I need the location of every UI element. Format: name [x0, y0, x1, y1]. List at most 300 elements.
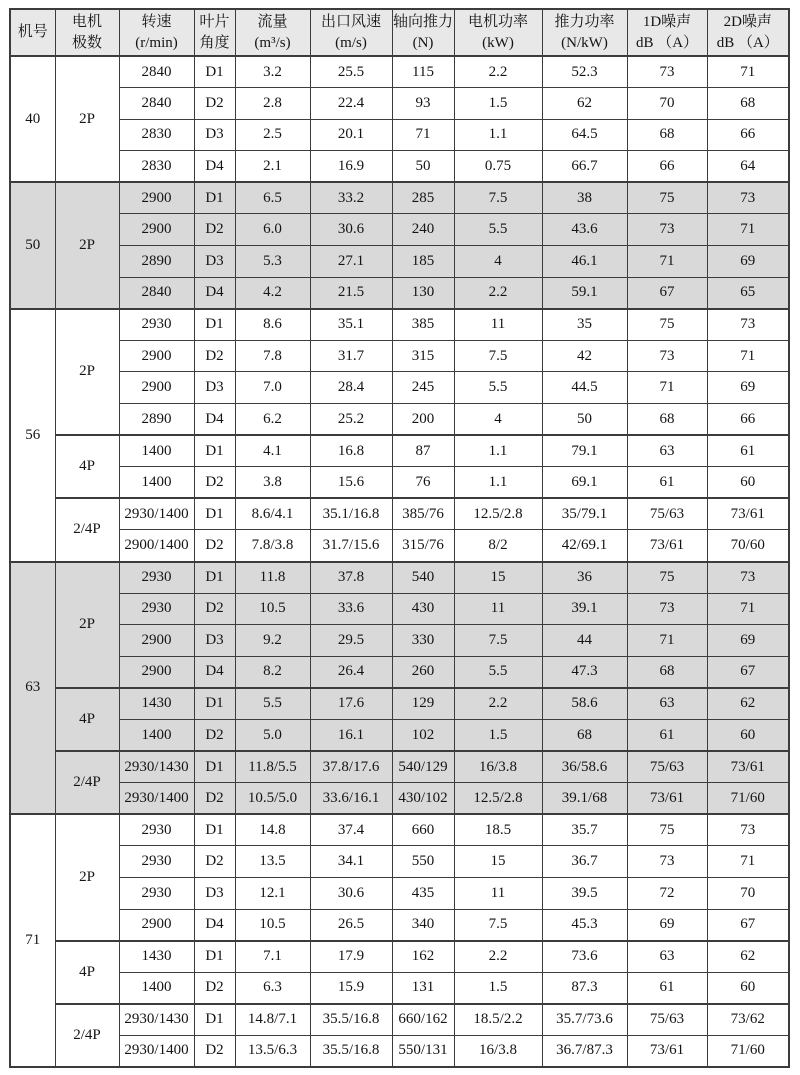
thrust-cell: 315: [392, 340, 454, 372]
speed-cell: 2930: [119, 846, 194, 878]
pole-cell: 2/4P: [55, 498, 119, 561]
blade-angle-cell: D4: [194, 404, 235, 436]
outlet-speed-cell: 29.5: [310, 625, 392, 657]
speed-cell: 2890: [119, 404, 194, 436]
table-row: [10, 814, 789, 846]
power-cell: 11: [454, 309, 542, 341]
outlet-speed-cell: 34.1: [310, 846, 392, 878]
power-cell: 4: [454, 246, 542, 278]
speed-cell: 1400: [119, 719, 194, 751]
noise-1d-cell: 63: [627, 435, 707, 467]
thrust-cell: 330: [392, 625, 454, 657]
noise-1d-cell: 72: [627, 877, 707, 909]
power-cell: 1.1: [454, 467, 542, 499]
col-header-thrust-power: [542, 9, 627, 56]
table-row: [10, 562, 789, 594]
col-header-line2: (m/s): [335, 34, 367, 51]
thrust-power-cell: 39.1: [542, 593, 627, 625]
noise-1d-cell: 61: [627, 467, 707, 499]
outlet-speed-cell: 30.6: [310, 877, 392, 909]
speed-cell: 1430: [119, 688, 194, 720]
outlet-speed-cell: 21.5: [310, 277, 392, 309]
speed-cell: 2890: [119, 246, 194, 278]
blade-angle-cell: D1: [194, 941, 235, 973]
power-cell: 5.5: [454, 372, 542, 404]
blade-angle-cell: D2: [194, 593, 235, 625]
speed-cell: 2930: [119, 877, 194, 909]
flow-cell: 7.0: [235, 372, 310, 404]
flow-cell: 9.2: [235, 625, 310, 657]
table-row: [10, 656, 789, 688]
speed-cell: 2840: [119, 277, 194, 309]
col-header-flow: [235, 9, 310, 56]
thrust-power-cell: 45.3: [542, 909, 627, 941]
col-header-blade: [194, 9, 235, 56]
thrust-cell: 285: [392, 182, 454, 214]
thrust-power-cell: 69.1: [542, 467, 627, 499]
thrust-cell: 130: [392, 277, 454, 309]
speed-cell: 2900: [119, 909, 194, 941]
noise-2d-cell: 60: [707, 972, 789, 1004]
noise-1d-cell: 63: [627, 688, 707, 720]
thrust-cell: 102: [392, 719, 454, 751]
table-row: [10, 214, 789, 246]
outlet-speed-cell: 16.1: [310, 719, 392, 751]
table-row: [10, 941, 789, 973]
flow-cell: 10.5/5.0: [235, 783, 310, 815]
flow-cell: 10.5: [235, 909, 310, 941]
flow-cell: 11.8/5.5: [235, 751, 310, 783]
power-cell: 2.2: [454, 277, 542, 309]
noise-1d-cell: 71: [627, 246, 707, 278]
pole-cell: 2/4P: [55, 751, 119, 814]
noise-2d-cell: 73: [707, 814, 789, 846]
thrust-power-cell: 36.7/87.3: [542, 1035, 627, 1067]
thrust-power-cell: 36: [542, 562, 627, 594]
flow-cell: 7.1: [235, 941, 310, 973]
thrust-cell: 87: [392, 435, 454, 467]
blade-angle-cell: D2: [194, 1035, 235, 1067]
outlet-speed-cell: 33.6: [310, 593, 392, 625]
power-cell: 7.5: [454, 909, 542, 941]
thrust-cell: 430: [392, 593, 454, 625]
flow-cell: 6.0: [235, 214, 310, 246]
table-row: [10, 593, 789, 625]
power-cell: 1.1: [454, 119, 542, 151]
power-cell: 1.5: [454, 88, 542, 120]
speed-cell: 2930: [119, 562, 194, 594]
outlet-speed-cell: 25.5: [310, 56, 392, 88]
outlet-speed-cell: 37.8: [310, 562, 392, 594]
thrust-cell: 660/162: [392, 1004, 454, 1036]
noise-1d-cell: 75: [627, 814, 707, 846]
col-header-line2: (kW): [482, 34, 514, 51]
thrust-cell: 245: [392, 372, 454, 404]
outlet-speed-cell: 28.4: [310, 372, 392, 404]
noise-1d-cell: 68: [627, 404, 707, 436]
speed-cell: 1400: [119, 972, 194, 1004]
flow-cell: 14.8/7.1: [235, 1004, 310, 1036]
outlet-speed-cell: 33.2: [310, 182, 392, 214]
col-header-model: [10, 9, 55, 56]
flow-cell: 5.5: [235, 688, 310, 720]
blade-angle-cell: D4: [194, 656, 235, 688]
power-cell: 8/2: [454, 530, 542, 562]
col-header-line1: 轴向推力: [392, 14, 453, 31]
noise-1d-cell: 75/63: [627, 751, 707, 783]
thrust-power-cell: 36.7: [542, 846, 627, 878]
flow-cell: 4.2: [235, 277, 310, 309]
noise-1d-cell: 61: [627, 719, 707, 751]
thrust-cell: 200: [392, 404, 454, 436]
thrust-cell: 185: [392, 246, 454, 278]
noise-1d-cell: 68: [627, 119, 707, 151]
power-cell: 12.5/2.8: [454, 498, 542, 530]
table-row: [10, 277, 789, 309]
outlet-speed-cell: 31.7: [310, 340, 392, 372]
blade-angle-cell: D2: [194, 467, 235, 499]
thrust-power-cell: 50: [542, 404, 627, 436]
noise-2d-cell: 73: [707, 562, 789, 594]
pole-cell: 2/4P: [55, 1004, 119, 1067]
model-cell: 63: [10, 562, 55, 815]
outlet-speed-cell: 26.4: [310, 656, 392, 688]
table-row: [10, 119, 789, 151]
outlet-speed-cell: 15.6: [310, 467, 392, 499]
blade-angle-cell: D3: [194, 877, 235, 909]
table-row: [10, 467, 789, 499]
table-row: [10, 751, 789, 783]
col-header-line1: 叶片: [199, 14, 230, 31]
speed-cell: 2840: [119, 88, 194, 120]
col-header-line1: 转速: [141, 14, 172, 31]
noise-2d-cell: 62: [707, 941, 789, 973]
thrust-power-cell: 42/69.1: [542, 530, 627, 562]
power-cell: 7.5: [454, 340, 542, 372]
blade-angle-cell: D4: [194, 909, 235, 941]
table-row: [10, 498, 789, 530]
thrust-cell: 162: [392, 941, 454, 973]
col-header-poles: [55, 9, 119, 56]
blade-angle-cell: D2: [194, 214, 235, 246]
flow-cell: 2.8: [235, 88, 310, 120]
blade-angle-cell: D3: [194, 625, 235, 657]
noise-2d-cell: 71: [707, 846, 789, 878]
noise-1d-cell: 73/61: [627, 783, 707, 815]
flow-cell: 3.8: [235, 467, 310, 499]
table-row: [10, 909, 789, 941]
noise-2d-cell: 73/62: [707, 1004, 789, 1036]
flow-cell: 6.3: [235, 972, 310, 1004]
noise-2d-cell: 73/61: [707, 751, 789, 783]
flow-cell: 2.1: [235, 151, 310, 183]
noise-2d-cell: 65: [707, 277, 789, 309]
speed-cell: 2930/1400: [119, 498, 194, 530]
blade-angle-cell: D1: [194, 182, 235, 214]
blade-angle-cell: D4: [194, 277, 235, 309]
col-header-noise-1d: [627, 9, 707, 56]
power-cell: 4: [454, 404, 542, 436]
table-row: [10, 972, 789, 1004]
speed-cell: 1400: [119, 435, 194, 467]
blade-angle-cell: D2: [194, 972, 235, 1004]
noise-2d-cell: 69: [707, 625, 789, 657]
col-header-speed: [119, 9, 194, 56]
blade-angle-cell: D1: [194, 688, 235, 720]
power-cell: 7.5: [454, 182, 542, 214]
noise-2d-cell: 64: [707, 151, 789, 183]
blade-angle-cell: D1: [194, 309, 235, 341]
blade-angle-cell: D1: [194, 498, 235, 530]
thrust-power-cell: 58.6: [542, 688, 627, 720]
thrust-cell: 115: [392, 56, 454, 88]
blade-angle-cell: D2: [194, 530, 235, 562]
thrust-cell: 340: [392, 909, 454, 941]
outlet-speed-cell: 16.8: [310, 435, 392, 467]
pole-cell: 2P: [55, 182, 119, 308]
col-header-line2: dB （A）: [716, 34, 779, 51]
thrust-power-cell: 52.3: [542, 56, 627, 88]
table-row: [10, 435, 789, 467]
thrust-power-cell: 44: [542, 625, 627, 657]
noise-1d-cell: 75: [627, 182, 707, 214]
speed-cell: 2900/1400: [119, 530, 194, 562]
speed-cell: 2930/1430: [119, 751, 194, 783]
speed-cell: 2930: [119, 593, 194, 625]
table-row: [10, 182, 789, 214]
noise-2d-cell: 70: [707, 877, 789, 909]
table-row: [10, 719, 789, 751]
table-row: [10, 88, 789, 120]
col-header-line1: 流量: [257, 14, 288, 31]
outlet-speed-cell: 26.5: [310, 909, 392, 941]
noise-2d-cell: 71/60: [707, 1035, 789, 1067]
flow-cell: 5.3: [235, 246, 310, 278]
blade-angle-cell: D1: [194, 56, 235, 88]
power-cell: 11: [454, 877, 542, 909]
thrust-power-cell: 79.1: [542, 435, 627, 467]
outlet-speed-cell: 35.5/16.8: [310, 1035, 392, 1067]
outlet-speed-cell: 30.6: [310, 214, 392, 246]
flow-cell: 13.5: [235, 846, 310, 878]
table-row: [10, 846, 789, 878]
speed-cell: 2830: [119, 119, 194, 151]
col-header-line1: 电机功率: [467, 14, 528, 31]
model-cell: 71: [10, 814, 55, 1067]
noise-1d-cell: 73: [627, 56, 707, 88]
speed-cell: 1400: [119, 467, 194, 499]
col-header-line2: dB （A）: [635, 34, 699, 51]
blade-angle-cell: D1: [194, 751, 235, 783]
power-cell: 15: [454, 562, 542, 594]
speed-cell: 2900: [119, 625, 194, 657]
blade-angle-cell: D1: [194, 562, 235, 594]
blade-angle-cell: D2: [194, 846, 235, 878]
table-row: [10, 530, 789, 562]
noise-1d-cell: 75: [627, 309, 707, 341]
noise-2d-cell: 73/61: [707, 498, 789, 530]
col-header-line1: 机号: [17, 24, 48, 41]
blade-angle-cell: D3: [194, 246, 235, 278]
thrust-power-cell: 64.5: [542, 119, 627, 151]
noise-1d-cell: 73: [627, 846, 707, 878]
noise-2d-cell: 67: [707, 909, 789, 941]
blade-angle-cell: D2: [194, 340, 235, 372]
blade-angle-cell: D4: [194, 151, 235, 183]
noise-1d-cell: 70: [627, 88, 707, 120]
blade-angle-cell: D2: [194, 719, 235, 751]
thrust-cell: 385: [392, 309, 454, 341]
thrust-cell: 93: [392, 88, 454, 120]
noise-1d-cell: 73/61: [627, 1035, 707, 1067]
blade-angle-cell: D1: [194, 1004, 235, 1036]
power-cell: 16/3.8: [454, 1035, 542, 1067]
noise-2d-cell: 61: [707, 435, 789, 467]
flow-cell: 10.5: [235, 593, 310, 625]
noise-1d-cell: 73: [627, 340, 707, 372]
col-header-line1: 1D噪声: [642, 14, 692, 31]
noise-2d-cell: 67: [707, 656, 789, 688]
col-header-line1: 2D噪声: [723, 14, 772, 31]
power-cell: 11: [454, 593, 542, 625]
noise-2d-cell: 73: [707, 182, 789, 214]
col-header-line1: 电机: [71, 14, 102, 31]
flow-cell: 14.8: [235, 814, 310, 846]
noise-1d-cell: 73/61: [627, 530, 707, 562]
noise-2d-cell: 71: [707, 214, 789, 246]
thrust-power-cell: 66.7: [542, 151, 627, 183]
flow-cell: 6.2: [235, 404, 310, 436]
flow-cell: 8.2: [235, 656, 310, 688]
outlet-speed-cell: 35.1: [310, 309, 392, 341]
col-header-power: [454, 9, 542, 56]
table-row: [10, 246, 789, 278]
noise-1d-cell: 67: [627, 277, 707, 309]
thrust-power-cell: 36/58.6: [542, 751, 627, 783]
col-header-outlet: [310, 9, 392, 56]
thrust-power-cell: 87.3: [542, 972, 627, 1004]
noise-2d-cell: 69: [707, 372, 789, 404]
table-row: [10, 1004, 789, 1036]
outlet-speed-cell: 17.9: [310, 941, 392, 973]
power-cell: 12.5/2.8: [454, 783, 542, 815]
outlet-speed-cell: 35.1/16.8: [310, 498, 392, 530]
speed-cell: 2930/1400: [119, 783, 194, 815]
thrust-cell: 660: [392, 814, 454, 846]
noise-2d-cell: 66: [707, 119, 789, 151]
outlet-speed-cell: 15.9: [310, 972, 392, 1004]
speed-cell: 2930/1430: [119, 1004, 194, 1036]
thrust-power-cell: 35/79.1: [542, 498, 627, 530]
speed-cell: 2930: [119, 814, 194, 846]
col-header-thrust: [392, 9, 454, 56]
power-cell: 5.5: [454, 656, 542, 688]
flow-cell: 8.6: [235, 309, 310, 341]
thrust-power-cell: 39.1/68: [542, 783, 627, 815]
power-cell: 16/3.8: [454, 751, 542, 783]
flow-cell: 8.6/4.1: [235, 498, 310, 530]
noise-1d-cell: 71: [627, 625, 707, 657]
table-row: [10, 340, 789, 372]
outlet-speed-cell: 25.2: [310, 404, 392, 436]
thrust-cell: 50: [392, 151, 454, 183]
pole-cell: 2P: [55, 56, 119, 182]
table-row: [10, 372, 789, 404]
thrust-power-cell: 35: [542, 309, 627, 341]
speed-cell: 2900: [119, 214, 194, 246]
flow-cell: 7.8/3.8: [235, 530, 310, 562]
noise-2d-cell: 69: [707, 246, 789, 278]
flow-cell: 7.8: [235, 340, 310, 372]
noise-2d-cell: 60: [707, 467, 789, 499]
power-cell: 0.75: [454, 151, 542, 183]
pole-cell: 2P: [55, 562, 119, 688]
blade-angle-cell: D2: [194, 783, 235, 815]
col-header-line2: (m³/s): [254, 34, 291, 51]
outlet-speed-cell: 16.9: [310, 151, 392, 183]
power-cell: 1.1: [454, 435, 542, 467]
noise-2d-cell: 71: [707, 56, 789, 88]
noise-2d-cell: 62: [707, 688, 789, 720]
noise-1d-cell: 66: [627, 151, 707, 183]
thrust-power-cell: 47.3: [542, 656, 627, 688]
noise-1d-cell: 63: [627, 941, 707, 973]
flow-cell: 6.5: [235, 182, 310, 214]
noise-1d-cell: 68: [627, 656, 707, 688]
power-cell: 1.5: [454, 719, 542, 751]
speed-cell: 2900: [119, 372, 194, 404]
thrust-cell: 76: [392, 467, 454, 499]
table-row: [10, 625, 789, 657]
thrust-cell: 430/102: [392, 783, 454, 815]
noise-1d-cell: 75/63: [627, 1004, 707, 1036]
thrust-cell: 550: [392, 846, 454, 878]
col-header-line2: (r/min): [135, 34, 178, 51]
thrust-cell: 240: [392, 214, 454, 246]
blade-angle-cell: D3: [194, 119, 235, 151]
blade-angle-cell: D2: [194, 88, 235, 120]
flow-cell: 5.0: [235, 719, 310, 751]
thrust-power-cell: 44.5: [542, 372, 627, 404]
blade-angle-cell: D1: [194, 814, 235, 846]
power-cell: 18.5: [454, 814, 542, 846]
noise-1d-cell: 73: [627, 214, 707, 246]
power-cell: 2.2: [454, 688, 542, 720]
col-header-line2: 角度: [199, 34, 230, 51]
pole-cell: 2P: [55, 814, 119, 940]
col-header-line2: (N/kW): [561, 34, 608, 51]
outlet-speed-cell: 27.1: [310, 246, 392, 278]
col-header-line1: 出口风速: [320, 14, 381, 31]
power-cell: 1.5: [454, 972, 542, 1004]
thrust-power-cell: 43.6: [542, 214, 627, 246]
pole-cell: 2P: [55, 309, 119, 435]
speed-cell: 2900: [119, 182, 194, 214]
flow-cell: 2.5: [235, 119, 310, 151]
power-cell: 2.2: [454, 56, 542, 88]
thrust-power-cell: 62: [542, 88, 627, 120]
power-cell: 5.5: [454, 214, 542, 246]
thrust-power-cell: 73.6: [542, 941, 627, 973]
speed-cell: 1430: [119, 941, 194, 973]
outlet-speed-cell: 33.6/16.1: [310, 783, 392, 815]
noise-2d-cell: 71: [707, 340, 789, 372]
col-header-line2: (N): [412, 34, 434, 51]
blade-angle-cell: D1: [194, 435, 235, 467]
table-row: [10, 309, 789, 341]
thrust-cell: 129: [392, 688, 454, 720]
col-header-line2: 极数: [71, 34, 102, 51]
